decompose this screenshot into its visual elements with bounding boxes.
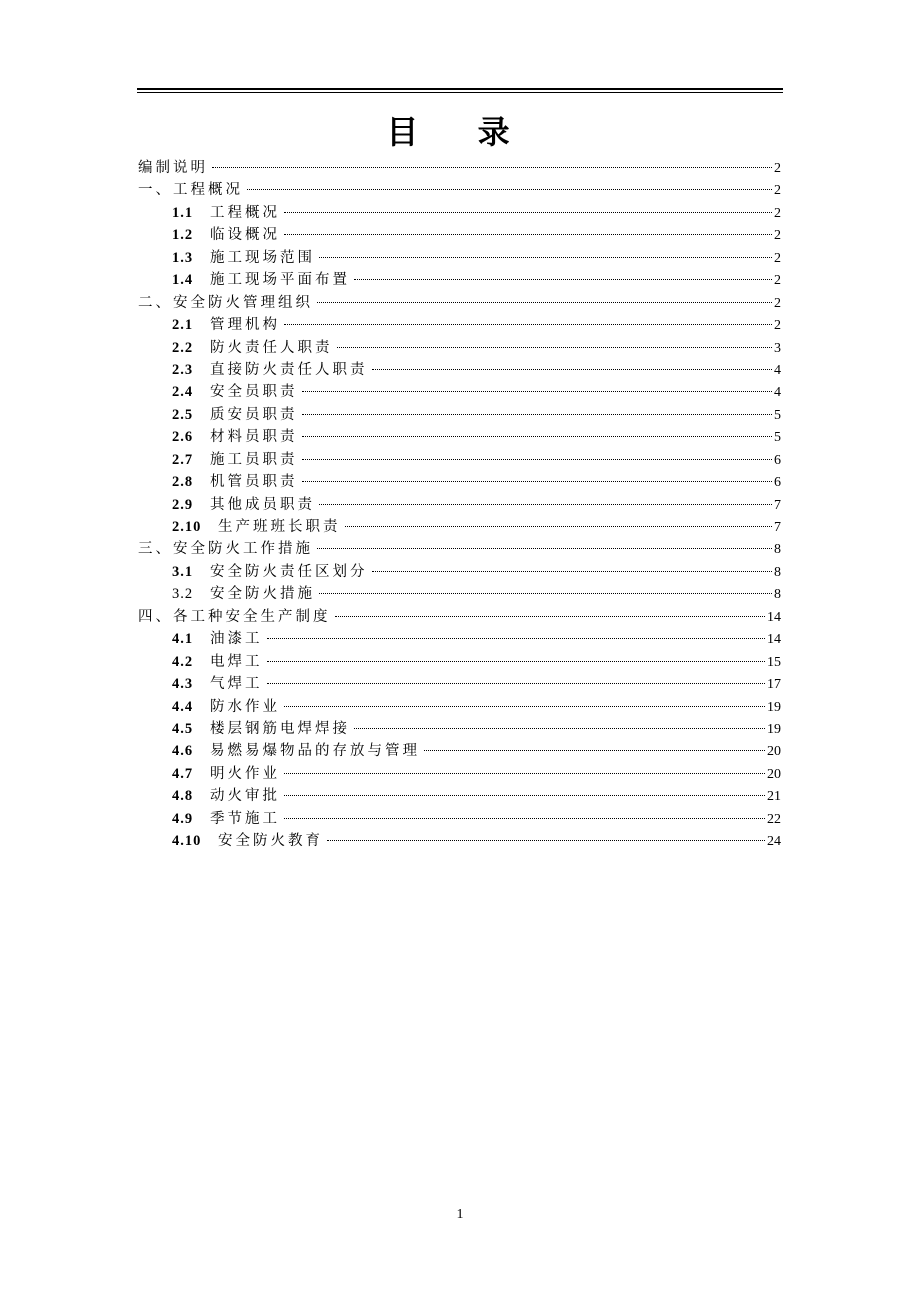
toc-entry[interactable] <box>138 696 781 718</box>
toc-entry[interactable] <box>138 157 781 179</box>
toc-entry-page: 20 <box>767 766 781 782</box>
toc-entry-page: 6 <box>774 475 781 491</box>
toc-entry[interactable] <box>138 426 781 448</box>
toc-dot-leader <box>302 436 773 437</box>
toc-entry-number: 4.4 <box>172 698 194 715</box>
toc-entry-page: 2 <box>774 183 781 199</box>
toc-entry[interactable] <box>138 785 781 807</box>
toc-entry-label: 施工现场平面布置 <box>210 272 350 289</box>
toc-entry[interactable] <box>138 292 781 314</box>
toc-entry-number: 2.2 <box>172 339 194 356</box>
toc-entry-label: 生产班班长职责 <box>218 519 341 535</box>
toc-dot-leader <box>284 706 765 707</box>
toc-entry-label: 一、工程概况 <box>138 182 243 199</box>
toc-entry-page: 5 <box>774 407 781 423</box>
toc-entry-page: 8 <box>774 542 781 558</box>
toc-entry-number: 2.6 <box>172 429 194 446</box>
toc-dot-leader <box>284 773 765 774</box>
toc-entry-number: 2.9 <box>172 496 194 513</box>
toc-entry-label: 气焊工 <box>210 676 263 693</box>
toc-entry-page: 2 <box>774 205 781 221</box>
toc-entry[interactable] <box>138 494 781 516</box>
toc-entry[interactable] <box>138 808 781 830</box>
toc-dot-leader <box>302 459 773 460</box>
toc-entry-label: 安全防火教育 <box>218 833 323 850</box>
toc-entry-page: 2 <box>774 161 781 176</box>
toc-entry-label: 易燃易爆物品的存放与管理 <box>210 743 420 760</box>
toc-dot-leader <box>212 167 772 168</box>
toc-entry[interactable] <box>138 359 781 381</box>
toc-dot-leader <box>372 571 773 572</box>
toc-entry-page: 4 <box>774 362 781 378</box>
toc-dot-leader <box>284 818 765 819</box>
toc-entry[interactable] <box>138 314 781 336</box>
toc-entry-label: 油漆工 <box>210 631 263 648</box>
toc-entry-number: 4.5 <box>172 720 194 737</box>
toc-entry-label: 管理机构 <box>210 317 280 334</box>
toc-entry[interactable] <box>138 471 781 493</box>
toc-title: 目 录 <box>386 113 534 151</box>
toc-entry-label: 质安员职责 <box>210 406 298 423</box>
toc-entry[interactable] <box>138 202 781 224</box>
toc-entry-label: 安全员职责 <box>210 384 298 401</box>
toc-dot-leader <box>267 683 766 684</box>
toc-entry-number: 3.1 <box>172 563 194 580</box>
toc-entry-page: 17 <box>767 677 781 693</box>
toc-dot-leader <box>337 347 773 348</box>
toc-entry-label: 防火责任人职责 <box>210 339 333 356</box>
toc-entry-number: 4.6 <box>172 743 194 760</box>
toc-entry-label: 电焊工 <box>210 653 263 670</box>
toc-entry[interactable] <box>138 606 781 628</box>
toc-dot-leader <box>372 369 773 370</box>
toc-entry-number: 2.3 <box>172 361 194 378</box>
toc-dot-leader <box>302 481 773 482</box>
page-number: 1 <box>456 1207 464 1222</box>
toc-entry-label: 四、各工种安全生产制度 <box>138 608 331 625</box>
toc-entry[interactable] <box>138 404 781 426</box>
toc-entry-label: 明火作业 <box>210 765 280 782</box>
toc-entry-page: 8 <box>774 587 781 603</box>
header-rule <box>137 88 783 93</box>
toc-entry-page: 21 <box>767 789 781 805</box>
toc-entry-label: 安全防火措施 <box>210 586 315 603</box>
toc-entry-label: 楼层钢筋电焊焊接 <box>210 720 350 737</box>
toc-entry-label: 其他成员职责 <box>210 496 315 513</box>
toc-entry[interactable] <box>138 763 781 785</box>
toc-entry[interactable] <box>138 538 781 560</box>
toc-entry-number: 4.3 <box>172 676 194 693</box>
toc-entry-page: 8 <box>774 564 781 580</box>
toc-entry-page: 14 <box>767 632 781 648</box>
toc-entry-number: 2.7 <box>172 451 194 468</box>
toc-entry[interactable] <box>138 718 781 740</box>
toc-dot-leader <box>247 189 772 190</box>
toc-entry-label: 安全防火责任区划分 <box>210 563 368 580</box>
toc-dot-leader <box>345 526 773 527</box>
toc-dot-leader <box>267 638 766 639</box>
toc-entry-number: 2.10 <box>172 519 202 535</box>
toc-dot-leader <box>354 279 772 280</box>
toc-entry-label: 机管员职责 <box>210 474 298 491</box>
toc-entry[interactable] <box>138 830 781 852</box>
toc-entry[interactable] <box>138 740 781 762</box>
toc-entry-label: 施工现场范围 <box>210 249 315 266</box>
toc-entry-number: 4.9 <box>172 810 194 827</box>
toc-dot-leader <box>284 795 765 796</box>
toc-entry-number: 1.2 <box>172 227 194 244</box>
toc-entry-page: 2 <box>774 295 781 311</box>
toc-dot-leader <box>354 728 765 729</box>
toc-entry-number: 4.7 <box>172 765 194 782</box>
toc-entry-label: 防水作业 <box>210 698 280 715</box>
toc-entry-page: 19 <box>767 721 781 737</box>
toc-entry-number: 3.2 <box>172 586 194 603</box>
toc-entry[interactable] <box>138 673 781 695</box>
toc-dot-leader <box>302 391 773 392</box>
toc-entry[interactable] <box>138 247 781 269</box>
toc-entry[interactable] <box>138 269 781 291</box>
toc-entry-number: 4.8 <box>172 788 194 805</box>
toc-dot-leader <box>319 504 772 505</box>
toc-entry[interactable] <box>138 179 781 201</box>
table-of-contents <box>138 157 781 853</box>
toc-dot-leader <box>327 840 765 841</box>
toc-entry-page: 19 <box>767 699 781 715</box>
toc-entry[interactable] <box>138 583 781 605</box>
toc-dot-leader <box>317 548 772 549</box>
toc-entry-number: 4.1 <box>172 631 194 648</box>
toc-dot-leader <box>284 234 772 235</box>
toc-entry-label: 动火审批 <box>210 788 280 805</box>
toc-entry-number: 2.4 <box>172 384 194 401</box>
toc-entry-label: 施工员职责 <box>210 451 298 468</box>
toc-dot-leader <box>319 257 772 258</box>
toc-entry-page: 20 <box>767 744 781 760</box>
toc-entry-number: 1.3 <box>172 249 194 266</box>
toc-entry-label: 临设概况 <box>210 227 280 244</box>
toc-entry-number: 4.10 <box>172 833 202 850</box>
toc-entry-page: 7 <box>774 497 781 513</box>
toc-entry-page: 15 <box>767 654 781 670</box>
toc-entry-page: 22 <box>767 811 781 827</box>
toc-entry-label: 二、安全防火管理组织 <box>138 294 313 311</box>
toc-dot-leader <box>284 324 772 325</box>
toc-entry-page: 4 <box>774 385 781 401</box>
toc-entry-number: 1.1 <box>172 204 194 221</box>
toc-entry[interactable] <box>138 224 781 246</box>
toc-entry-page: 24 <box>767 834 781 850</box>
toc-entry[interactable] <box>138 449 781 471</box>
toc-dot-leader <box>302 414 773 415</box>
toc-dot-leader <box>319 593 772 594</box>
toc-dot-leader <box>284 212 772 213</box>
toc-entry-page: 2 <box>774 273 781 289</box>
toc-entry-label: 直接防火责任人职责 <box>210 361 368 378</box>
toc-entry[interactable] <box>138 561 781 583</box>
toc-entry-page: 2 <box>774 228 781 244</box>
toc-entry-label: 材料员职责 <box>210 429 298 446</box>
toc-entry[interactable] <box>138 628 781 650</box>
toc-entry[interactable] <box>138 516 781 538</box>
toc-entry-page: 2 <box>774 318 781 334</box>
toc-entry-page: 2 <box>774 250 781 266</box>
toc-entry-label: 工程概况 <box>210 204 280 221</box>
toc-entry-label: 三、安全防火工作措施 <box>138 541 313 558</box>
toc-dot-leader <box>267 661 766 662</box>
toc-entry-page: 7 <box>774 520 781 535</box>
toc-entry[interactable] <box>138 651 781 673</box>
toc-dot-leader <box>317 302 772 303</box>
toc-entry-number: 2.1 <box>172 317 194 334</box>
toc-entry-label: 编制说明 <box>138 160 208 176</box>
toc-entry-number: 2.5 <box>172 406 194 423</box>
toc-dot-leader <box>335 616 766 617</box>
toc-entry-number: 2.8 <box>172 474 194 491</box>
toc-entry-page: 6 <box>774 452 781 468</box>
toc-entry-number: 1.4 <box>172 272 194 289</box>
toc-entry-page: 3 <box>774 340 781 356</box>
toc-entry[interactable] <box>138 337 781 359</box>
toc-entry-page: 5 <box>774 430 781 446</box>
toc-dot-leader <box>424 750 765 751</box>
toc-entry-label: 季节施工 <box>210 810 280 827</box>
toc-entry-page: 14 <box>767 609 781 625</box>
toc-entry[interactable] <box>138 381 781 403</box>
toc-entry-number: 4.2 <box>172 653 194 670</box>
